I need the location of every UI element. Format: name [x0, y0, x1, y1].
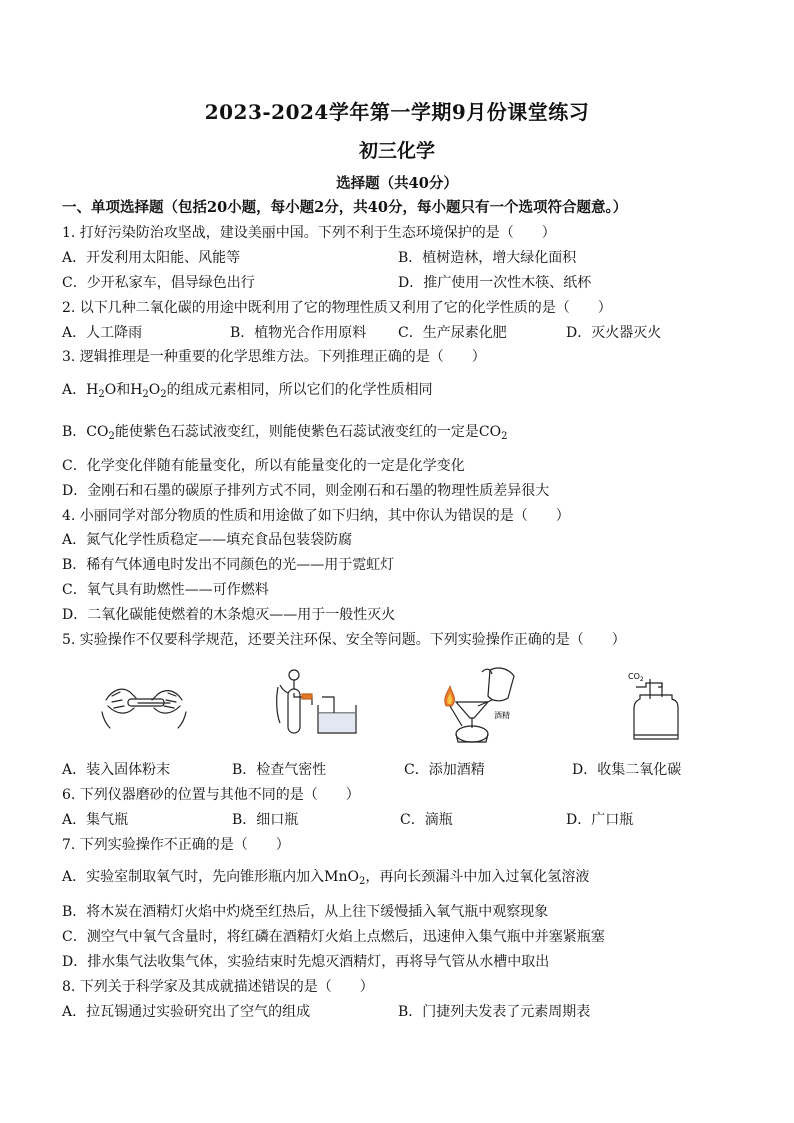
q2-option-b: B．植物光合作用原料: [230, 325, 367, 341]
q3-option-a: [62, 381, 433, 399]
q2-option-c: C．生产尿素化肥: [398, 325, 507, 341]
q4-option-c: C．氧气具有助燃性——可作燃料: [62, 582, 269, 598]
q7-a-sub: 2: [358, 876, 366, 887]
q3-a-text: 的组成元素相同，所以它们的化学性质相同: [166, 382, 433, 398]
q3-a-sub-c: 2: [160, 389, 167, 400]
q5-option-d: D．收集二氧化碳: [572, 762, 682, 778]
subject-title: 初三化学: [358, 140, 435, 162]
q2-option-a: A．人工降雨: [62, 325, 143, 341]
q8-stem: 8. 下列关于科学家及其成就描述错误的是（ ）: [62, 979, 374, 995]
q3-a-h: H: [86, 382, 99, 398]
q4-option-b: B．稀有气体通电时发出不同颜色的光——用于霓虹灯: [62, 557, 395, 573]
q7-option-c: C．测空气中氧气含量时，将红磷在酒精灯火焰上点燃后，迅速伸入集气瓶中并塞紧瓶塞: [62, 929, 605, 945]
q3-a-sub: 2: [98, 389, 105, 400]
q3-option-b: [62, 423, 507, 441]
q3-a-o2: O: [148, 382, 161, 398]
q7-option-a: [62, 868, 589, 886]
q1-option-a: A．开发利用太阳能、风能等: [62, 250, 241, 266]
q5-option-c: C．添加酒精: [404, 762, 485, 778]
co2-label: $CO_2$: [628, 672, 644, 683]
q6-stem: 6. 下列仪器磨砂的位置与其他不同的是（ ）: [62, 787, 360, 803]
q7-option-b: B．将木炭在酒精灯火焰中灼烧至红热后，从上往下缓慢插入氧气瓶中观察现象: [62, 904, 549, 920]
q1-option-c: C．少开私家车，倡导绿色出行: [62, 275, 255, 291]
q5-option-a: A．装入固体粉末: [62, 762, 171, 778]
q4-option-d: D．二氧化碳能使燃着的木条熄灭——用于一般性灭火: [62, 607, 396, 623]
q4-stem: 4. 小丽同学对部分物质的性质和用途做了如下归纳，其中你认为错误的是（ ）: [62, 508, 570, 524]
q6-option-a: A．集气瓶: [62, 812, 129, 828]
q6-option-d: D．广口瓶: [566, 812, 634, 828]
part-heading: 一、单项选择题（包括20小题，每小题2分，共40分，每小题只有一个选项符合题意。）: [62, 199, 628, 216]
q3-option-d: D．金刚石和石墨的碳原子排列方式不同，则金刚石和石墨的物理性质差异很大: [62, 483, 550, 499]
figure-powder-loading: [98, 672, 190, 732]
q3-b-text: 能使紫色石蕊试液变红，则能使紫色石蕊试液变红的一定是CO: [114, 424, 502, 440]
alcohol-label: 酒精: [494, 711, 510, 720]
q6-option-b: B．细口瓶: [232, 812, 299, 828]
section-title: 选择题（共40分）: [336, 175, 458, 192]
q1-option-b: B．植树造林，增大绿化面积: [398, 250, 577, 266]
q5-option-b: B．检查气密性: [232, 762, 327, 778]
q3-b-sub2: 2: [501, 431, 508, 442]
q8-option-b: B．门捷列夫发表了元素周期表: [398, 1004, 591, 1020]
q3-stem: 3. 逻辑推理是一种重要的化学思维方法。下列推理正确的是（ ）: [62, 349, 486, 365]
q7-a-text-post: ，再向长颈漏斗中加入过氧化氢溶液: [365, 869, 590, 885]
figure-co2-collection: [622, 669, 682, 743]
q8-option-a: A．拉瓦锡通过实验研究出了空气的组成: [62, 1004, 311, 1020]
q1-stem: 1. 打好污染防治攻坚战，建设美丽中国。下列不利于生态环境保护的是（ ）: [62, 225, 556, 241]
q3-b-prefix: B．: [62, 424, 87, 440]
q2-option-d: D．灭火器灭火: [566, 325, 662, 341]
q5-stem: 5. 实验操作不仅要科学规范，还要关注环保、安全等问题。下列实验操作正确的是（ ）: [62, 632, 626, 648]
q6-option-c: C．滴瓶: [400, 812, 453, 828]
q3-a-o: O和H: [104, 382, 143, 398]
q7-option-d: D．排水集气法收集气体，实验结束时先熄灭酒精灯，再将导气管从水槽中取出: [62, 954, 550, 970]
q3-b-sub: 2: [108, 431, 115, 442]
q7-a-text: A．实验室制取氧气时，先向锥形瓶内加入MnO: [62, 869, 359, 885]
q3-a-sub-b: 2: [142, 389, 149, 400]
q3-a-prefix: A．: [62, 382, 87, 398]
q3-option-c: C．化学变化伴随有能量变化，所以有能量变化的一定是化学变化: [62, 458, 465, 474]
exam-title: 2023-2024学年第一学期9月份课堂练习: [204, 100, 590, 124]
q4-option-a: A．氮气化学性质稳定——填充食品包装袋防腐: [62, 532, 353, 548]
q3-b-co: CO: [86, 424, 109, 440]
figure-adding-alcohol: [432, 662, 528, 746]
q7-stem: 7. 下列实验操作不正确的是（ ）: [62, 837, 290, 853]
q1-option-d: D．推广使用一次性木筷、纸杯: [398, 275, 592, 291]
q2-stem: 2. 以下几种二氧化碳的用途中既利用了它的物理性质又利用了它的化学性质的是（ ）: [62, 300, 612, 316]
figure-airtightness-check: [272, 667, 364, 739]
